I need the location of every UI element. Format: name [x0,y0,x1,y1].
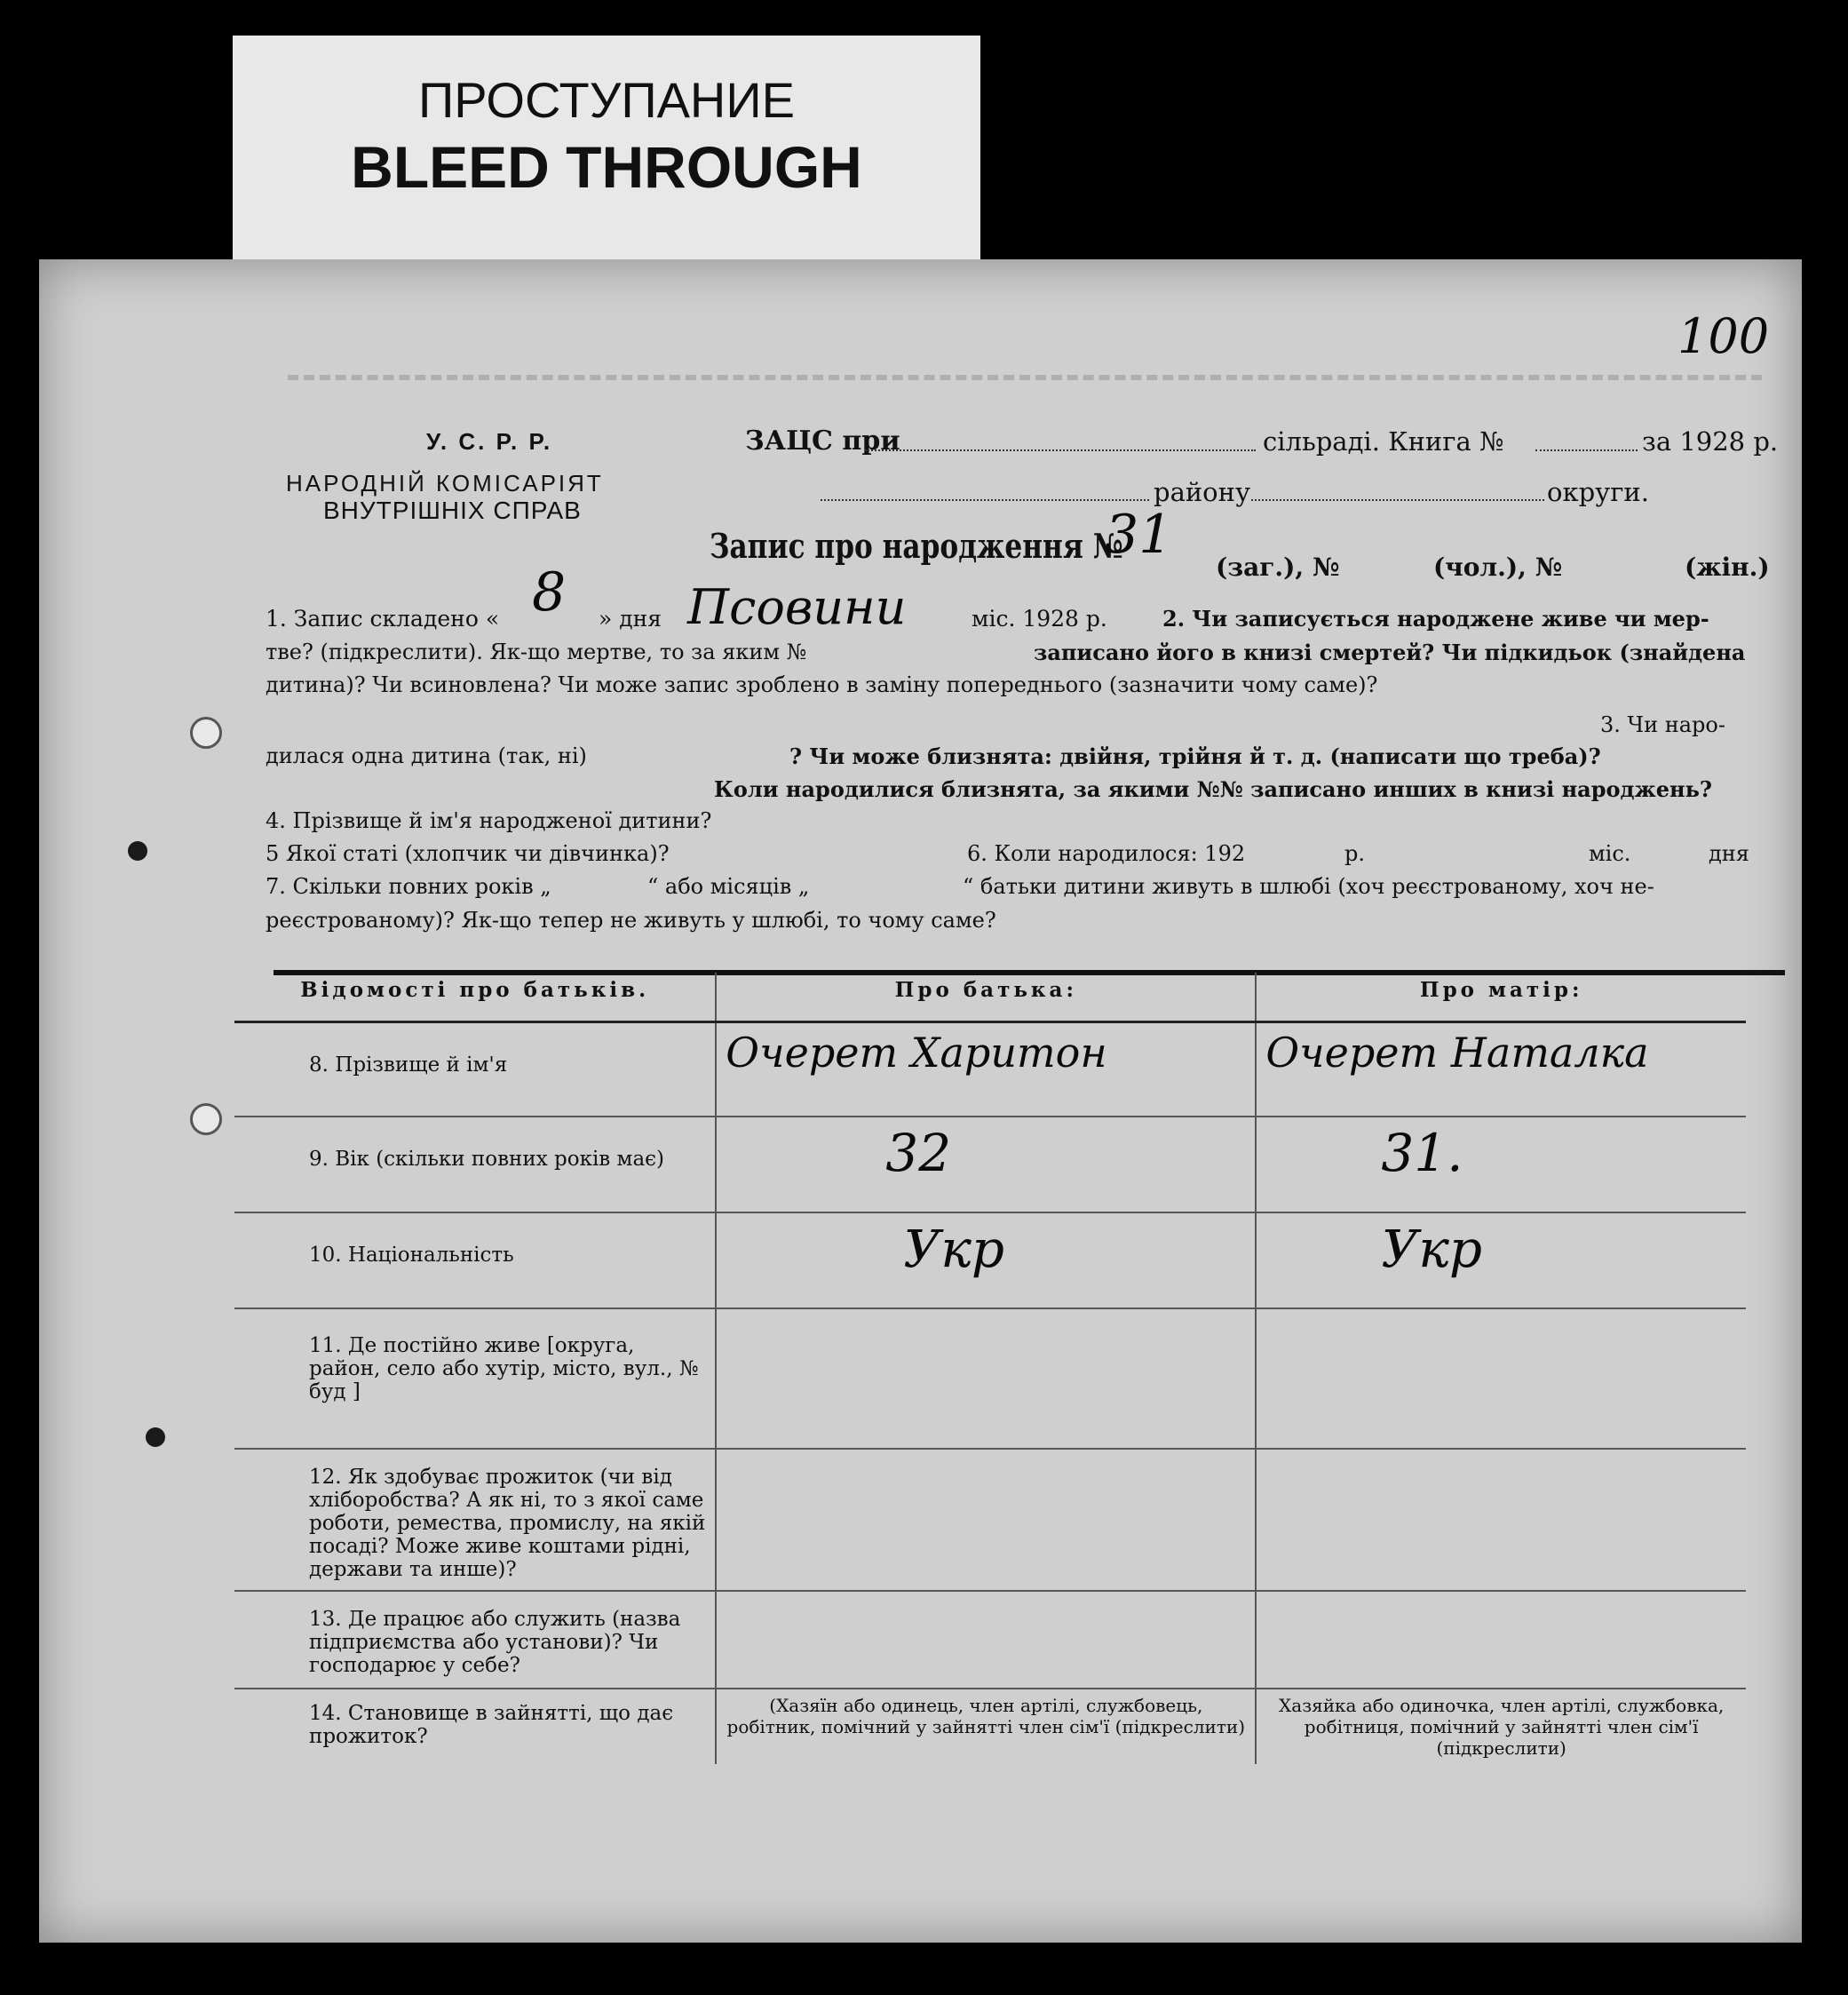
bleed-line [288,375,1762,380]
zags-label: ЗАЦС при [745,425,900,457]
punch-hole [128,841,147,861]
table-row [234,1117,1746,1212]
father-value [716,1308,1256,1449]
father-value: 32 [716,1117,1256,1212]
field-3b: дилася одна дитина (так, ні) [266,743,587,768]
table-row [234,1212,1746,1308]
field-6d: дня [1709,841,1749,866]
row-label: 10. Національність [234,1212,716,1308]
mother-value: Очерет Наталка [1256,1022,1746,1117]
field-3a: 3. Чи наро- [1600,712,1725,737]
father-value: Очерет Харитон [716,1022,1256,1117]
field-2b: тве? (підкреслити). Як-що мертве, то за яким № [266,640,807,664]
field-1b: » дня [599,606,662,632]
row-label: 12. Як здобуває прожиток (чи від хліборобства? А як ні, то з якої саме роботи, ремества, промислу, на якій посаді? Може живе коштами рідні, держави та инше)? [234,1449,716,1591]
record-number: 31 [1105,504,1173,566]
field-3d: Коли народилися близнята, за якими №№ записано инших в книзі народжень? [714,776,1712,802]
commissariat-line1: НАРОДНІЙ КОМІСАРІЯТ [286,470,604,497]
mother-value: Укр [1256,1212,1746,1308]
table-row [234,1308,1746,1449]
table-row [234,1449,1746,1591]
father-value [716,1449,1256,1591]
table-header-row [234,973,1746,1022]
field-1c: міс. 1928 р. [972,606,1107,632]
okrug-label: округи. [1547,477,1649,507]
punch-hole [146,1427,165,1447]
rayon-label: району [1154,477,1251,507]
table-row [234,1689,1746,1764]
header-mother: Про матір: [1256,973,1746,1022]
rayon-blank [821,499,1149,501]
parents-table [234,973,1746,1764]
field-2c: записано його в книзі смертей? Чи підкидьок (знайдена [1034,640,1746,665]
father-value [716,1591,1256,1689]
bleed-through-label [233,36,980,262]
field-1a: 1. Запис складено « [266,606,500,632]
field-6c: міс. [1589,841,1631,866]
field-7b: “ або місяців „ [647,874,810,899]
field-6b: р. [1344,841,1365,866]
record-zhin: (жін.) [1685,552,1770,582]
commissariat-line2: ВНУТРІШНІХ СПРАВ [323,497,582,524]
field-2a: 2. Чи записується народжене живе чи мер- [1162,606,1709,632]
okrug-blank [1251,499,1544,501]
record-title: Запис про народження № [710,526,1123,566]
book-blank [1535,449,1638,451]
label-en: BLEED THROUGH [351,134,862,200]
zags-blank [865,449,1256,451]
mother-value [1256,1308,1746,1449]
father-value: Укр [716,1212,1256,1308]
field-6a: 6. Коли народилося: 192 [967,841,1246,866]
mother-value [1256,1449,1746,1591]
row-label: 9. Вік (скільки повних років має) [234,1117,716,1212]
page-number: 100 [1677,308,1770,364]
record-chol: (чол.), № [1433,552,1563,582]
row-label: 13. Де працює або служить (назва підприємства або установи)? Чи господарює у себе? [234,1591,716,1689]
mother-value: 31. [1256,1117,1746,1212]
field-7d: реєстрованому)? Як-що тепер не живуть у шлюбі, то чому саме? [266,908,996,933]
mother-value [1256,1591,1746,1689]
header-info: Відомості про батьків. [234,973,716,1022]
mother-value: Хазяйка або одиночка, член артілі, службовка, робітниця, помічний у зайнятті член сім'ї (підкреслити) [1279,1694,1725,1759]
field-month: Псовини [687,579,907,635]
ussr-title: У. С. Р. Р. [426,428,553,455]
table-row [234,1591,1746,1689]
field-2d: дитина)? Чи всиновлена? Чи може запис зроблено в заміну попереднього (зазначити чому саме)? [266,672,1378,697]
row-label: 8. Прізвище й ім'я [234,1022,716,1117]
header-father: Про батька: [716,973,1256,1022]
punch-hole [190,717,222,749]
field-5: 5 Якої статі (хлопчик чи дівчинка)? [266,841,670,866]
table-row [234,1022,1746,1117]
silradi-label: сільраді. Книга № [1263,426,1504,457]
punch-hole [190,1103,222,1135]
row-label: 14. Становище в зайнятті, що дає прожиток? [234,1689,716,1764]
field-7c: “ батьки дитини живуть в шлюбі (хоч реєстрованому, хоч не- [963,874,1654,899]
father-value: (Хазяїн або одинець, член артілі, службовець, робітник, помічний у зайнятті член сім'ї (підкреслити) [716,1689,1256,1764]
record-zag: (заг.), № [1216,552,1340,582]
field-7a: 7. Скільки повних років „ [266,874,551,899]
field-day: 8 [532,561,567,624]
field-4: 4. Прізвище й ім'я народженої дитини? [266,808,712,833]
row-label: 11. Де постійно живе [округа, район, село або хутір, місто, вул., № буд ] [234,1308,716,1449]
label-ru: ПРОСТУПАНИЕ [418,72,795,128]
field-3c: ? Чи може близнята: двійня, трійня й т. д. (написати що треба)? [789,743,1601,769]
year-label: за 1928 р. [1642,426,1779,457]
